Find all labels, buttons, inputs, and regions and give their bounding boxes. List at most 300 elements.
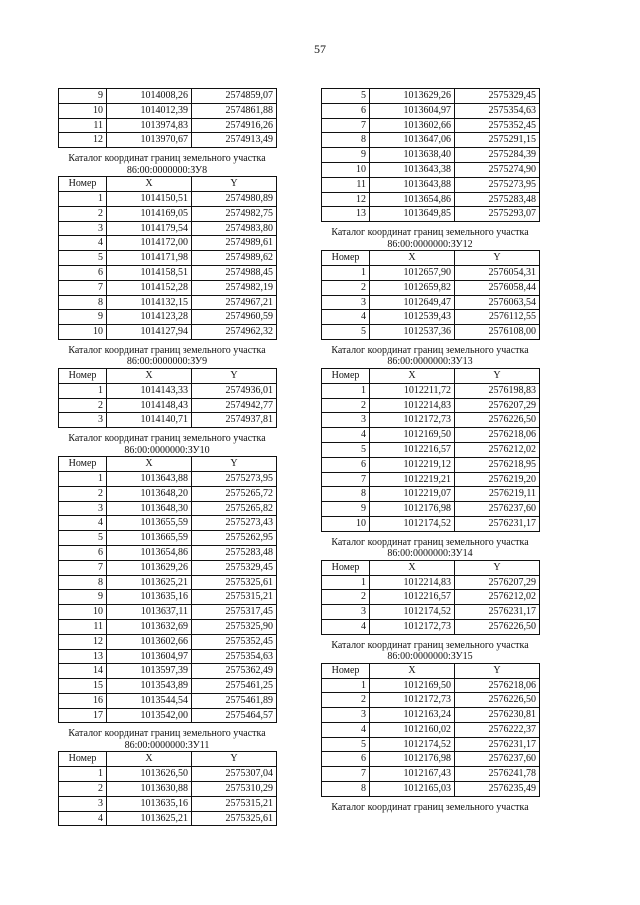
coordinate-y: 2576231,17 (455, 605, 540, 620)
table-row (59, 103, 277, 118)
coordinate-y: 2576231,17 (455, 737, 540, 752)
catalog-caption (321, 537, 539, 560)
point-number: 17 (59, 708, 107, 723)
table-row (322, 133, 540, 148)
table-row (59, 634, 277, 649)
point-number: 10 (322, 162, 370, 177)
table-row (59, 619, 277, 634)
table-row (322, 265, 540, 280)
table-row (59, 295, 277, 310)
coordinate-y: 2576219,11 (455, 487, 540, 502)
table-row (322, 752, 540, 767)
coordinate-y: 2576054,31 (455, 265, 540, 280)
coordinate-y: 2574859,07 (192, 89, 277, 104)
coordinate-x: 1013970,67 (107, 133, 192, 148)
coordinate-x: 1014140,71 (107, 413, 192, 428)
point-number: 8 (59, 575, 107, 590)
point-number: 10 (59, 103, 107, 118)
coordinate-y: 2575283,48 (455, 192, 540, 207)
column-header: X (107, 457, 192, 472)
coordinate-y: 2575325,90 (192, 619, 277, 634)
table-row (322, 148, 540, 163)
table-row (59, 679, 277, 694)
column-header: Номер (59, 457, 107, 472)
coordinate-x: 1013643,88 (370, 177, 455, 192)
coordinate-y: 2576218,06 (455, 678, 540, 693)
point-number: 2 (59, 398, 107, 413)
catalog-block (58, 345, 276, 428)
coordinate-y: 2575354,63 (192, 649, 277, 664)
coordinate-x: 1013638,40 (370, 148, 455, 163)
coordinate-x: 1014152,28 (107, 280, 192, 295)
table-row (59, 280, 277, 295)
coordinate-y: 2575274,90 (455, 162, 540, 177)
catalog-block (58, 728, 276, 826)
table-row (322, 442, 540, 457)
cadastral-number: 86:00:0000000:ЗУ9 (126, 356, 208, 368)
coordinate-y: 2576235,49 (455, 782, 540, 797)
table-row (59, 590, 277, 605)
coordinate-y: 2575307,04 (192, 767, 277, 782)
coordinate-y: 2575273,95 (192, 471, 277, 486)
point-number: 2 (59, 206, 107, 221)
catalog-title: Каталог координат границ земельного участка (331, 801, 529, 813)
cadastral-number: 86:00:0000000:ЗУ12 (387, 238, 473, 250)
coordinate-x: 1012539,43 (370, 310, 455, 325)
table-row (322, 590, 540, 605)
catalog-caption (58, 153, 276, 176)
point-number: 10 (59, 605, 107, 620)
column-header: X (370, 251, 455, 266)
coordinate-x: 1013654,86 (107, 545, 192, 560)
point-number: 13 (322, 207, 370, 222)
point-number: 1 (59, 191, 107, 206)
coordinate-y: 2575315,21 (192, 590, 277, 605)
catalog-title: Каталог координат границ земельного участка (331, 639, 529, 651)
coordinate-y: 2575291,15 (455, 133, 540, 148)
coordinate-y: 2575265,72 (192, 486, 277, 501)
column-header: Y (455, 368, 540, 383)
coordinate-y: 2576219,20 (455, 472, 540, 487)
catalog-block (58, 433, 276, 723)
coordinate-y: 2575265,82 (192, 501, 277, 516)
coordinate-y: 2575283,48 (192, 545, 277, 560)
table-row (322, 398, 540, 413)
coordinate-x: 1012169,50 (370, 678, 455, 693)
coordinate-table (321, 250, 540, 340)
point-number: 2 (322, 280, 370, 295)
coordinate-x: 1012219,12 (370, 457, 455, 472)
coordinate-y: 2575325,61 (192, 811, 277, 826)
coordinate-table (321, 560, 540, 635)
point-number: 3 (59, 796, 107, 811)
table-row (59, 265, 277, 280)
point-number: 9 (322, 502, 370, 517)
point-number: 6 (322, 457, 370, 472)
catalog-caption (58, 345, 276, 368)
coordinate-x: 1013630,88 (107, 782, 192, 797)
coordinate-x: 1013974,83 (107, 118, 192, 133)
table-row (322, 428, 540, 443)
table-row (322, 708, 540, 723)
column-header: X (370, 663, 455, 678)
coordinate-x: 1012214,83 (370, 398, 455, 413)
catalog-caption (321, 640, 539, 663)
coordinate-x: 1013643,88 (107, 471, 192, 486)
coordinate-table (58, 456, 277, 723)
catalog-caption (321, 227, 539, 250)
point-number: 9 (59, 310, 107, 325)
coordinate-y: 2576207,29 (455, 575, 540, 590)
coordinate-table (58, 176, 277, 340)
coordinate-x: 1012176,98 (370, 752, 455, 767)
table-row (59, 310, 277, 325)
coordinate-x: 1013597,39 (107, 664, 192, 679)
column-header: Номер (59, 368, 107, 383)
coordinate-x: 1012167,43 (370, 767, 455, 782)
coordinate-y: 2575262,95 (192, 531, 277, 546)
catalog-caption (321, 345, 539, 368)
column-header: Номер (322, 368, 370, 383)
coordinate-x: 1013629,26 (370, 89, 455, 104)
table-header-row (322, 663, 540, 678)
point-number: 8 (322, 782, 370, 797)
catalog-block (321, 227, 539, 340)
coordinate-y: 2576212,02 (455, 442, 540, 457)
coordinate-x: 1012657,90 (370, 265, 455, 280)
coordinate-y: 2574962,32 (192, 325, 277, 340)
table-row (59, 486, 277, 501)
catalog-block (321, 640, 539, 797)
point-number: 4 (322, 619, 370, 634)
coordinate-y: 2574960,59 (192, 310, 277, 325)
coordinate-y: 2574989,61 (192, 236, 277, 251)
coordinate-x: 1013655,59 (107, 516, 192, 531)
point-number: 9 (322, 148, 370, 163)
point-number: 2 (59, 486, 107, 501)
coordinate-y: 2576241,78 (455, 767, 540, 782)
coordinate-y: 2574983,80 (192, 221, 277, 236)
coordinate-x: 1014148,43 (107, 398, 192, 413)
coordinate-x: 1012174,52 (370, 605, 455, 620)
coordinate-y: 2574913,49 (192, 133, 277, 148)
point-number: 9 (59, 89, 107, 104)
coordinate-x: 1013629,26 (107, 560, 192, 575)
table-row (59, 383, 277, 398)
point-number: 7 (59, 560, 107, 575)
coordinate-table (58, 368, 277, 428)
coordinate-x: 1013648,20 (107, 486, 192, 501)
column-header: Y (192, 177, 277, 192)
coordinate-x: 1012659,82 (370, 280, 455, 295)
point-number: 8 (322, 487, 370, 502)
coordinate-y: 2574988,45 (192, 265, 277, 280)
right-column (321, 88, 539, 813)
coordinate-y: 2576222,37 (455, 722, 540, 737)
coordinate-x: 1012172,73 (370, 413, 455, 428)
coordinate-x: 1014179,54 (107, 221, 192, 236)
point-number: 10 (322, 516, 370, 531)
coordinate-x: 1014123,28 (107, 310, 192, 325)
coordinate-x: 1013632,69 (107, 619, 192, 634)
point-number: 8 (322, 133, 370, 148)
coordinate-x: 1014158,51 (107, 265, 192, 280)
coordinate-x: 1012172,73 (370, 693, 455, 708)
point-number: 3 (322, 295, 370, 310)
point-number: 16 (59, 693, 107, 708)
table-header-row (59, 177, 277, 192)
catalog-caption (58, 433, 276, 456)
coordinate-y: 2576230,81 (455, 708, 540, 723)
table-row (322, 472, 540, 487)
coordinate-x: 1012169,50 (370, 428, 455, 443)
point-number: 5 (59, 531, 107, 546)
coordinate-y: 2575362,49 (192, 664, 277, 679)
point-number: 12 (59, 634, 107, 649)
table-header-row (59, 752, 277, 767)
coordinate-x: 1013602,66 (370, 118, 455, 133)
catalog-block (321, 345, 539, 532)
point-number: 7 (59, 280, 107, 295)
point-number: 4 (59, 236, 107, 251)
point-number: 10 (59, 325, 107, 340)
coordinate-y: 2575329,45 (455, 89, 540, 104)
column-header: Y (192, 457, 277, 472)
coordinate-x: 1012163,24 (370, 708, 455, 723)
coordinate-y: 2574989,62 (192, 251, 277, 266)
coordinate-x: 1012216,57 (370, 442, 455, 457)
point-number: 4 (322, 722, 370, 737)
coordinate-y: 2574980,89 (192, 191, 277, 206)
point-number: 5 (322, 442, 370, 457)
table-row (322, 575, 540, 590)
table-row (59, 413, 277, 428)
coordinate-y: 2574942,77 (192, 398, 277, 413)
column-header: Y (455, 251, 540, 266)
table-row (322, 516, 540, 531)
cadastral-number: 86:00:0000000:ЗУ8 (126, 164, 208, 176)
table-row (59, 325, 277, 340)
table-header-row (322, 368, 540, 383)
coordinate-x: 1013665,59 (107, 531, 192, 546)
point-number: 1 (322, 575, 370, 590)
catalog-caption (321, 802, 539, 814)
coordinate-y: 2576226,50 (455, 619, 540, 634)
catalog-block (58, 88, 276, 148)
point-number: 13 (59, 649, 107, 664)
table-row (59, 118, 277, 133)
table-row (59, 796, 277, 811)
coordinate-y: 2574982,75 (192, 206, 277, 221)
point-number: 5 (322, 737, 370, 752)
coordinate-x: 1014143,33 (107, 383, 192, 398)
point-number: 1 (59, 767, 107, 782)
point-number: 6 (322, 752, 370, 767)
coordinate-x: 1014127,94 (107, 325, 192, 340)
table-row (59, 605, 277, 620)
coordinate-y: 2576218,06 (455, 428, 540, 443)
point-number: 1 (59, 471, 107, 486)
column-header: Номер (322, 251, 370, 266)
coordinate-x: 1014012,39 (107, 103, 192, 118)
coordinate-x: 1013543,89 (107, 679, 192, 694)
catalog-block (58, 153, 276, 340)
point-number: 3 (322, 605, 370, 620)
table-row (59, 398, 277, 413)
point-number: 4 (59, 516, 107, 531)
coordinate-x: 1012219,07 (370, 487, 455, 502)
coordinate-x: 1012160,02 (370, 722, 455, 737)
table-row (322, 162, 540, 177)
coordinate-x: 1014150,51 (107, 191, 192, 206)
point-number: 2 (322, 693, 370, 708)
coordinate-x: 1013544,54 (107, 693, 192, 708)
table-row (322, 207, 540, 222)
table-row (322, 605, 540, 620)
table-header-row (59, 368, 277, 383)
table-row (59, 471, 277, 486)
point-number: 12 (59, 133, 107, 148)
coordinate-x: 1012174,52 (370, 516, 455, 531)
coordinate-x: 1014169,05 (107, 206, 192, 221)
column-header: Номер (322, 560, 370, 575)
table-row (322, 487, 540, 502)
coordinate-y: 2575284,39 (455, 148, 540, 163)
table-row (322, 678, 540, 693)
table-row (322, 383, 540, 398)
table-row (59, 221, 277, 236)
point-number: 3 (59, 501, 107, 516)
point-number: 4 (59, 811, 107, 826)
column-header: Номер (59, 177, 107, 192)
table-row (322, 103, 540, 118)
coordinate-y: 2575293,07 (455, 207, 540, 222)
point-number: 8 (59, 295, 107, 310)
coordinate-x: 1014171,98 (107, 251, 192, 266)
table-row (59, 206, 277, 221)
table-row (59, 664, 277, 679)
coordinate-x: 1012649,47 (370, 295, 455, 310)
coordinate-x: 1014008,26 (107, 89, 192, 104)
catalog-title: Каталог координат границ земельного участка (331, 536, 529, 548)
cadastral-number: 86:00:0000000:ЗУ10 (124, 444, 210, 456)
table-row (322, 502, 540, 517)
cadastral-number: 86:00:0000000:ЗУ11 (124, 739, 210, 751)
table-row (59, 708, 277, 723)
cadastral-number: 86:00:0000000:ЗУ13 (387, 356, 473, 368)
table-row (59, 501, 277, 516)
point-number: 6 (322, 103, 370, 118)
point-number: 7 (322, 118, 370, 133)
table-row (59, 191, 277, 206)
table-row (59, 236, 277, 251)
coordinate-y: 2576212,02 (455, 590, 540, 605)
catalog-caption (58, 728, 276, 751)
table-row (59, 693, 277, 708)
table-row (322, 413, 540, 428)
column-header: X (107, 368, 192, 383)
coordinate-table (321, 663, 540, 797)
catalog-block (321, 88, 539, 222)
coordinate-x: 1014132,15 (107, 295, 192, 310)
coordinate-x: 1013643,38 (370, 162, 455, 177)
column-header: X (107, 177, 192, 192)
point-number: 6 (59, 545, 107, 560)
coordinate-y: 2576198,83 (455, 383, 540, 398)
table-header-row (59, 457, 277, 472)
table-row (322, 89, 540, 104)
table-row (59, 89, 277, 104)
coordinate-x: 1013635,16 (107, 590, 192, 605)
coordinate-y: 2575461,25 (192, 679, 277, 694)
coordinate-y: 2576112,55 (455, 310, 540, 325)
point-number: 5 (322, 325, 370, 340)
coordinate-y: 2575315,21 (192, 796, 277, 811)
point-number: 3 (322, 708, 370, 723)
table-header-row (322, 560, 540, 575)
catalog-title: Каталог координат границ земельного участка (68, 728, 266, 740)
coordinate-table (58, 751, 277, 826)
point-number: 3 (59, 221, 107, 236)
point-number: 4 (322, 428, 370, 443)
point-number: 9 (59, 590, 107, 605)
coordinate-y: 2576207,29 (455, 398, 540, 413)
point-number: 2 (59, 782, 107, 797)
column-header: Номер (322, 663, 370, 678)
table-row (322, 737, 540, 752)
coordinate-x: 1013626,50 (107, 767, 192, 782)
coordinate-x: 1012214,83 (370, 575, 455, 590)
left-column (58, 88, 276, 826)
coordinate-x: 1013649,85 (370, 207, 455, 222)
column-header: Y (455, 663, 540, 678)
cadastral-number: 86:00:0000000:ЗУ14 (387, 548, 473, 560)
table-row (59, 575, 277, 590)
coordinate-y: 2574982,19 (192, 280, 277, 295)
coordinate-x: 1013625,21 (107, 575, 192, 590)
coordinate-x: 1013648,30 (107, 501, 192, 516)
coordinate-y: 2575310,29 (192, 782, 277, 797)
coordinate-y: 2575317,45 (192, 605, 277, 620)
catalog-title: Каталог координат границ земельного участка (331, 344, 529, 356)
table-row (59, 811, 277, 826)
catalog-title: Каталог координат границ земельного участка (68, 344, 266, 356)
point-number: 14 (59, 664, 107, 679)
coordinate-y: 2575325,61 (192, 575, 277, 590)
point-number: 7 (322, 767, 370, 782)
table-row (322, 619, 540, 634)
coordinate-y: 2576218,95 (455, 457, 540, 472)
table-row (322, 722, 540, 737)
coordinate-y: 2574967,21 (192, 295, 277, 310)
point-number: 15 (59, 679, 107, 694)
table-row (322, 782, 540, 797)
coordinate-x: 1013637,11 (107, 605, 192, 620)
coordinate-x: 1012219,21 (370, 472, 455, 487)
coordinate-x: 1013604,97 (370, 103, 455, 118)
catalog-block (321, 537, 539, 635)
catalog-block (321, 802, 539, 814)
table-row (322, 295, 540, 310)
point-number: 1 (322, 265, 370, 280)
point-number: 6 (59, 265, 107, 280)
coordinate-y: 2574861,88 (192, 103, 277, 118)
column-header: X (370, 368, 455, 383)
coordinate-y: 2575354,63 (455, 103, 540, 118)
coordinate-y: 2576108,00 (455, 325, 540, 340)
point-number: 1 (322, 383, 370, 398)
table-row (59, 545, 277, 560)
